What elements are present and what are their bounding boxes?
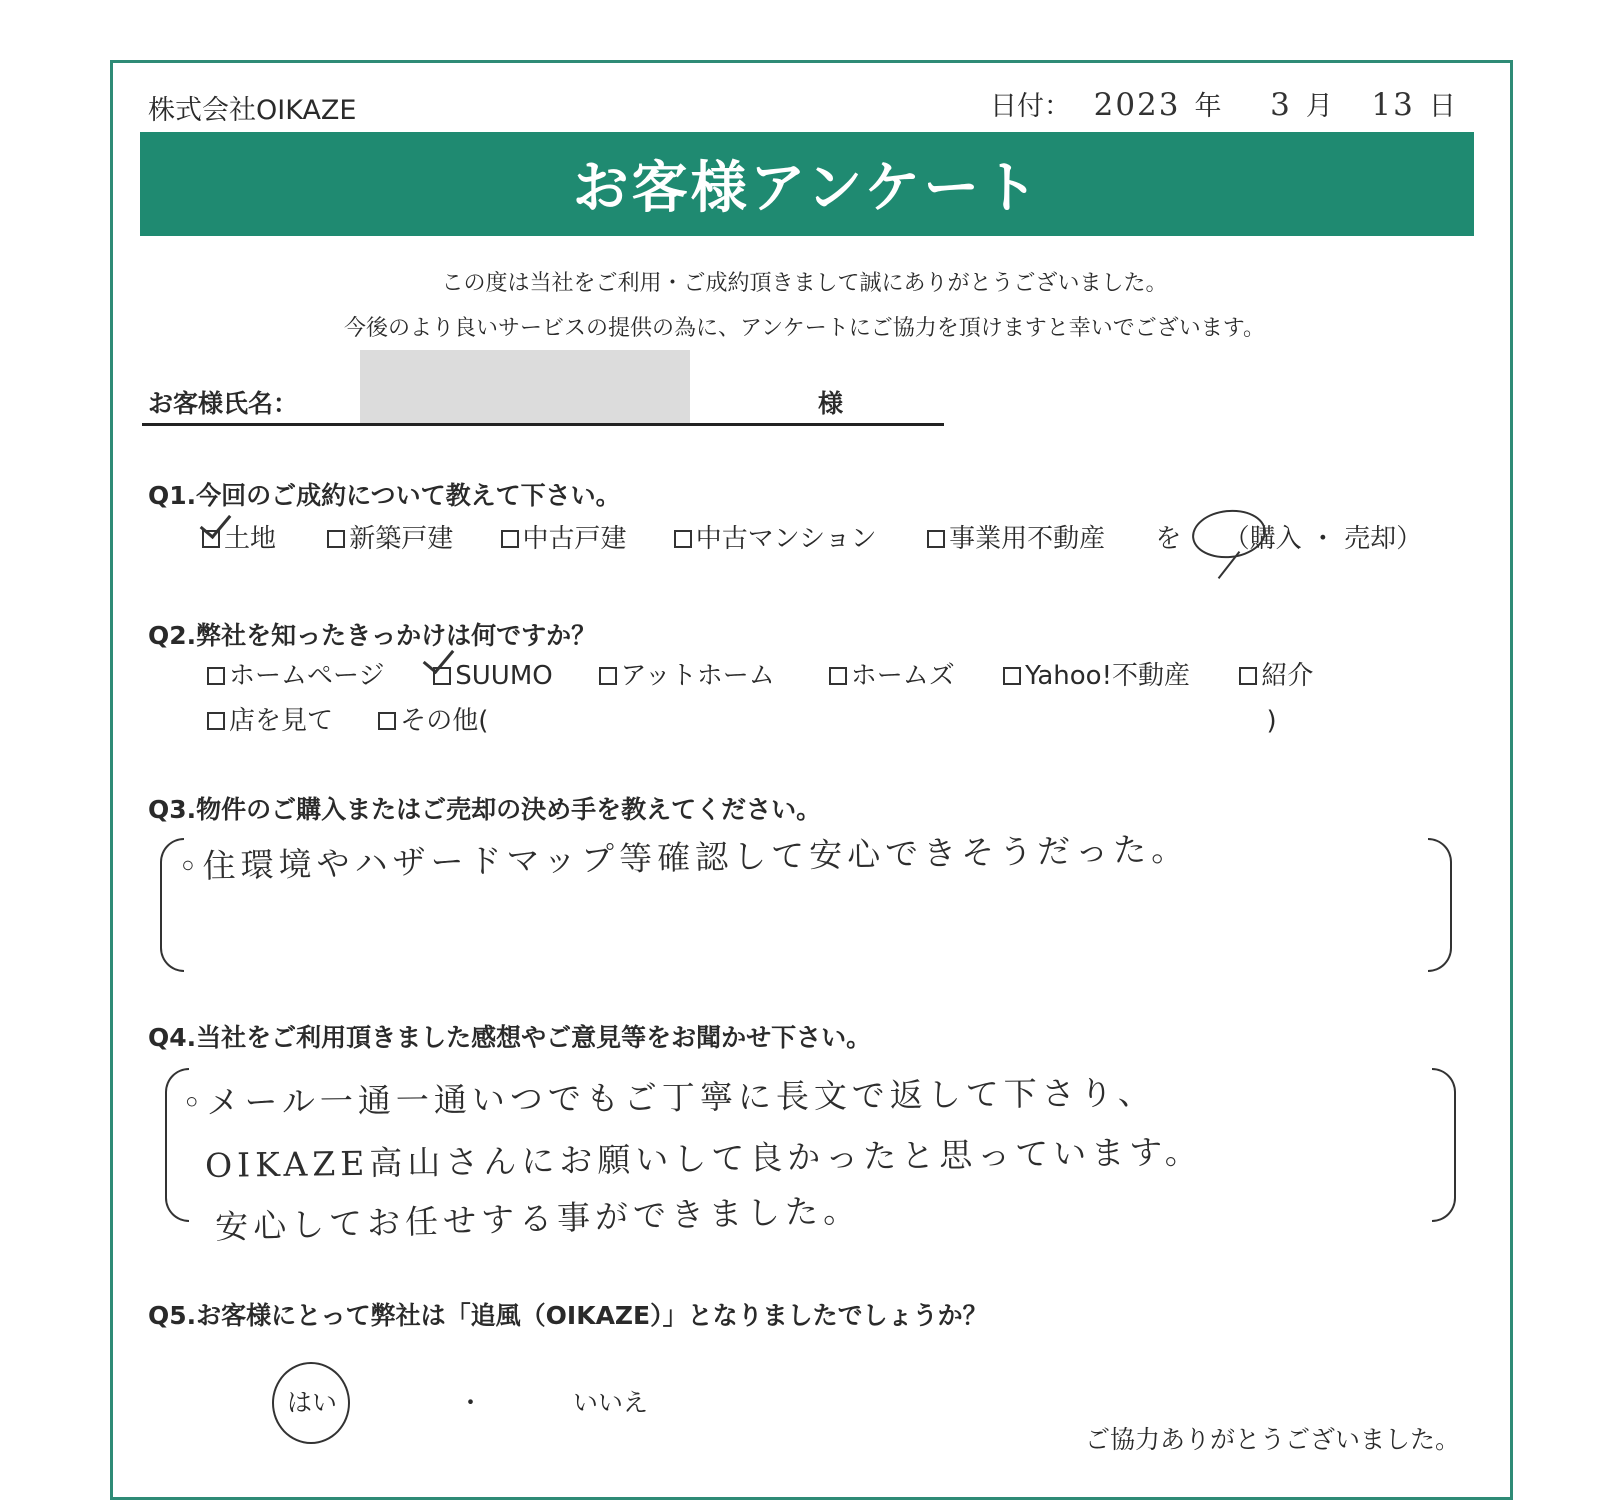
q2-option-label: 紹介	[1261, 661, 1314, 691]
checkbox-icon[interactable]	[327, 530, 345, 548]
q5-question: Q5.お客様にとって弊社は「追風（OIKAZE）」となりましたでしょうか？	[148, 1301, 988, 1330]
circle-mark-yes	[272, 1362, 350, 1444]
q2-question: Q2.弊社を知ったきっかけは何ですか？	[148, 621, 597, 650]
q4-answer-line-3: 安心してお任せする事ができました。	[214, 1190, 862, 1247]
customer-name-label: お客様氏名：	[148, 389, 299, 418]
q1-option-new-house[interactable]	[327, 518, 492, 555]
q2-option-label: ホームズ	[850, 661, 955, 691]
q2-option-homepage[interactable]	[207, 655, 425, 692]
q1-paren-open: （	[1223, 524, 1250, 554]
checkbox-icon[interactable]	[207, 667, 225, 685]
q4-bracket-right	[1432, 1068, 1456, 1222]
checkbox-icon[interactable]	[1003, 667, 1021, 685]
q4-question: Q4.当社をご利用頂きました感想やご意見等をお聞かせ下さい。	[148, 1023, 872, 1052]
checkbox-icon[interactable]	[207, 712, 225, 730]
q3-answer: ◦住環境やハザードマップ等確認して安心できそうだった。	[177, 829, 1190, 886]
q2-option-label: 店を見て	[229, 706, 334, 736]
checkbox-icon[interactable]	[674, 530, 692, 548]
date-day: 13	[1371, 87, 1415, 123]
q1-option-used-house[interactable]	[501, 518, 666, 555]
customer-name-redacted	[360, 350, 690, 424]
customer-name-underline	[142, 423, 944, 426]
page-title: お客様アンケート	[572, 156, 1042, 221]
checkbox-icon[interactable]	[599, 667, 617, 685]
q1-option-label: 中古戸建	[522, 524, 627, 554]
q2-option-other[interactable]	[378, 700, 1258, 737]
q1-buy[interactable]: 購入	[1249, 524, 1302, 554]
q3-bracket-right	[1428, 838, 1452, 972]
q1-dot: ・	[1309, 524, 1336, 554]
date-year: 2023	[1093, 87, 1181, 123]
q1-option-used-mansion[interactable]	[674, 518, 919, 555]
q2-options-row2	[207, 700, 1277, 737]
checkbox-icon[interactable]	[1239, 667, 1257, 685]
q5-yes[interactable]: はい	[287, 1388, 338, 1417]
q2-option-store[interactable]	[207, 700, 370, 737]
q2-option-referral[interactable]	[1239, 655, 1313, 692]
q2-option-label: アットホーム	[620, 661, 775, 691]
q2-options-row1	[207, 655, 1313, 692]
q5-dot: ・	[458, 1388, 484, 1417]
q4-answer-line-2: OIKAZE高山さんにお願いして良かったと思っています。	[204, 1132, 1203, 1185]
intro-line-1: この度は当社をご利用・ご成約頂きまして誠にありがとうございました。	[441, 271, 1168, 296]
intro-line-2: 今後のより良いサービスの提供の為に、アンケートにご協力を頂けますと幸いでございます。	[344, 316, 1265, 341]
q1-option-commercial[interactable]	[927, 518, 1147, 555]
q1-question: Q1.今回のご成約について教えて下さい。	[148, 481, 621, 510]
checkbox-icon[interactable]	[501, 530, 519, 548]
q5-no[interactable]: いいえ	[573, 1388, 649, 1417]
q2-option-homes[interactable]	[829, 655, 995, 692]
date-year-unit: 年	[1194, 91, 1222, 122]
q1-paren-close: ）	[1396, 524, 1423, 554]
q2-option-suumo[interactable]	[433, 661, 590, 691]
q1-option-label: 土地	[224, 524, 277, 554]
q1-option-label: 新築戸建	[349, 524, 454, 554]
q1-connector: を	[1155, 524, 1182, 554]
q2-option-yahoo[interactable]	[1003, 655, 1231, 692]
q2-option-label: その他(	[400, 706, 489, 736]
q2-option-label: ホームページ	[229, 661, 385, 691]
q1-option-label: 事業用不動産	[949, 524, 1106, 554]
date-day-unit: 日	[1428, 91, 1456, 122]
date-row	[990, 84, 1456, 123]
date-label: 日付：	[990, 91, 1071, 122]
checkbox-icon[interactable]	[927, 530, 945, 548]
q2-option-label: Yahoo!不動産	[1025, 661, 1191, 691]
date-month: 3	[1270, 87, 1292, 123]
company-name: 株式会社OIKAZE	[148, 95, 357, 126]
date-month-unit: 月	[1305, 91, 1333, 122]
q4-answer-line-1: ◦メール一通一通いつでもご丁寧に長文で返して下さり、	[181, 1072, 1157, 1123]
q1-option-label: 中古マンション	[695, 524, 877, 554]
q2-other-close-paren: )	[1266, 706, 1277, 736]
footer-thanks: ご協力ありがとうございました。	[1085, 1425, 1461, 1454]
customer-name-suffix: 様	[818, 389, 844, 418]
checkbox-icon[interactable]	[829, 667, 847, 685]
q2-option-athome[interactable]	[599, 655, 821, 692]
title-banner	[140, 132, 1474, 236]
q2-option-label: SUUMO	[455, 661, 553, 691]
q3-question: Q3.物件のご購入またはご売却の決め手を教えてください。	[148, 795, 822, 824]
q1-sell[interactable]: 売却	[1344, 524, 1397, 554]
checkbox-icon[interactable]	[378, 712, 396, 730]
